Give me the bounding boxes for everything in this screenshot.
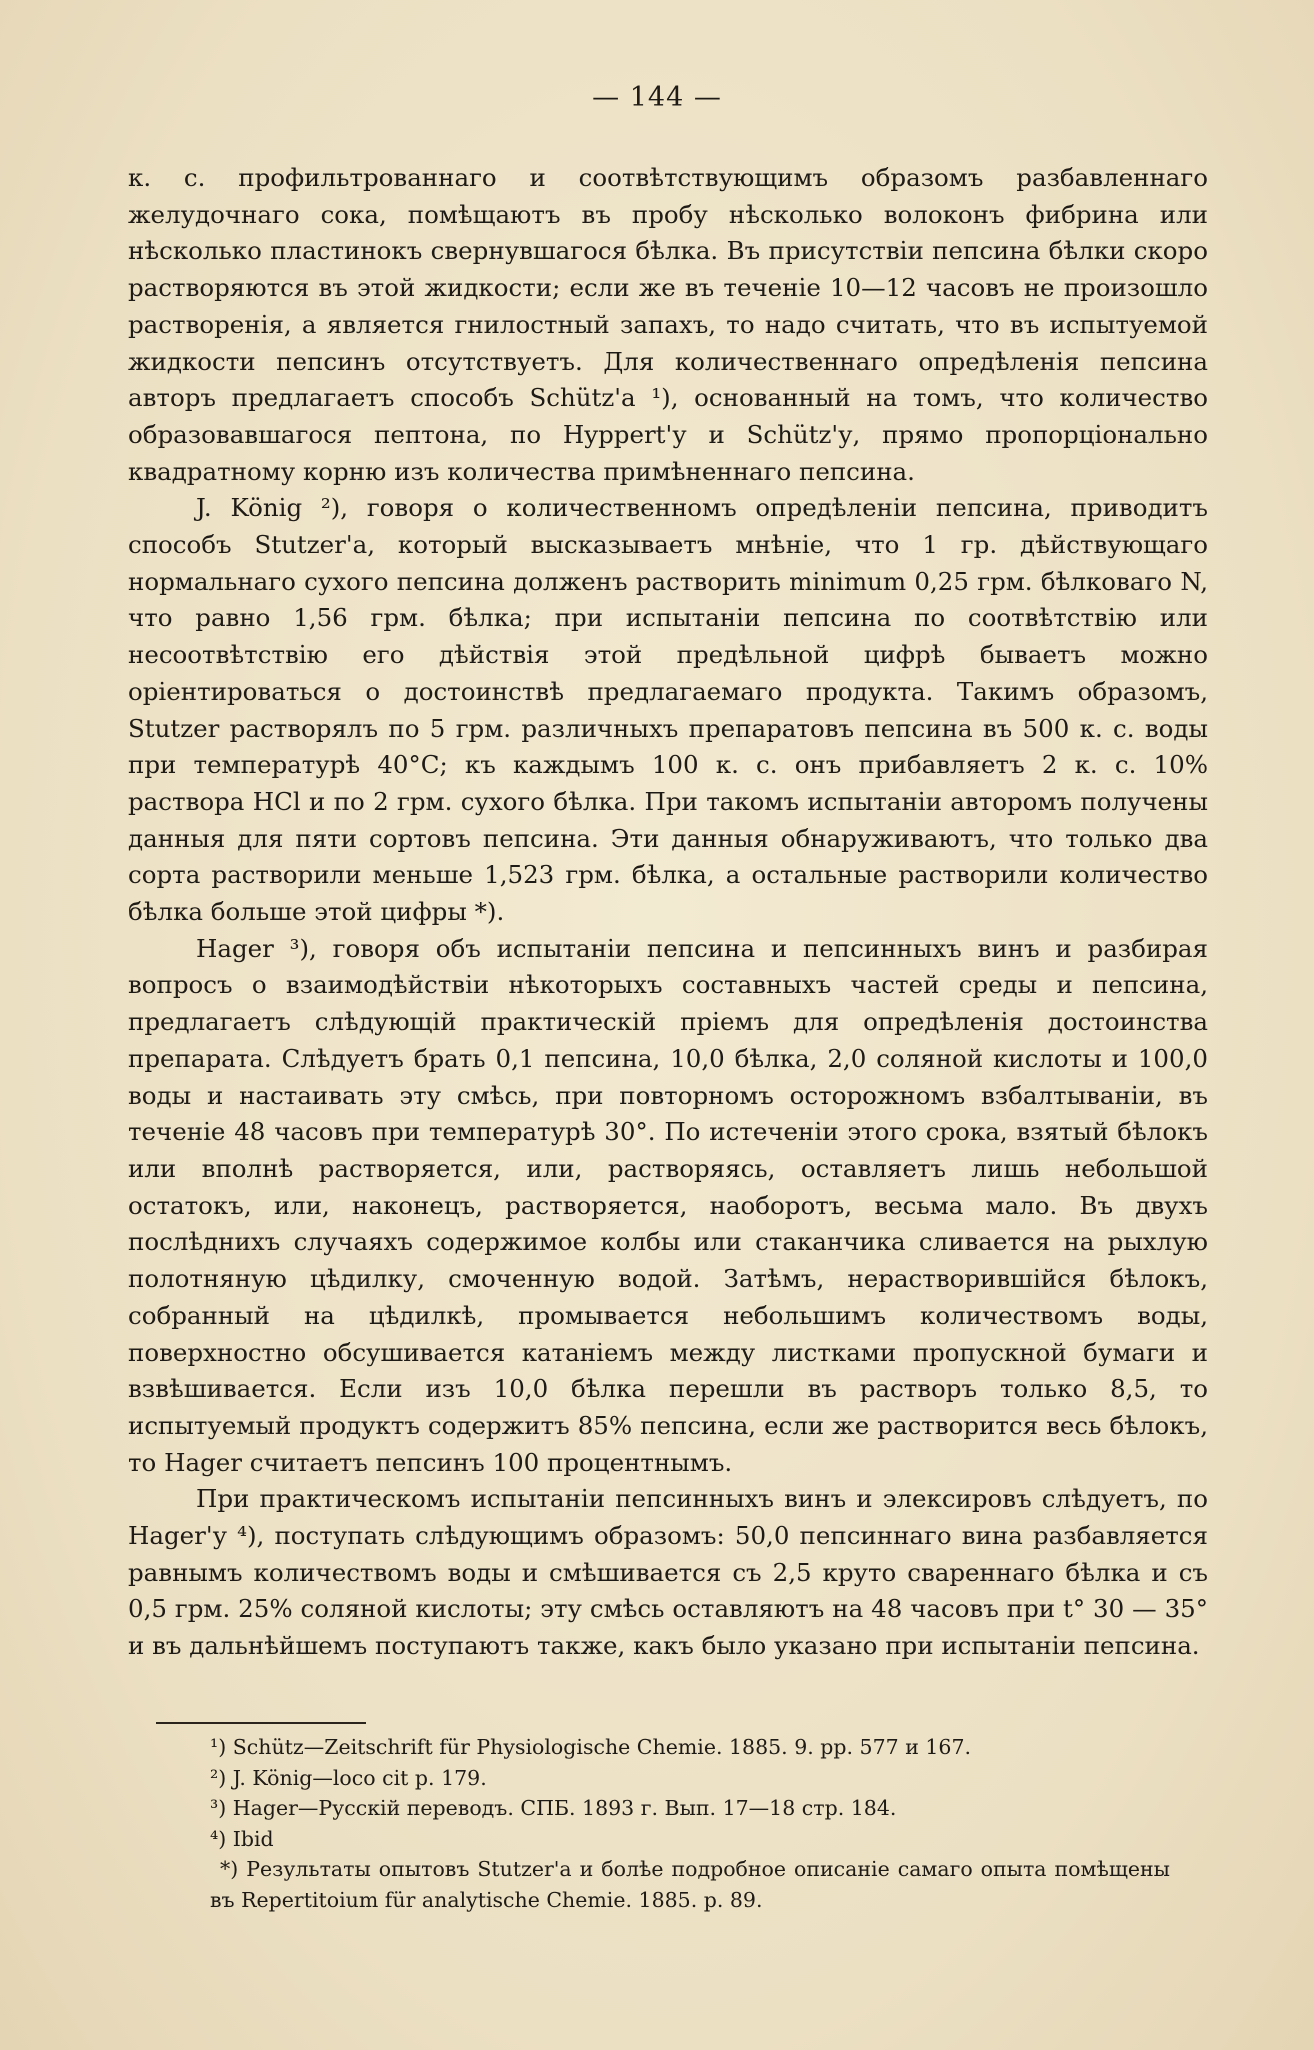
page-number: — 144 —	[592, 82, 722, 113]
footnote-1: ¹) Schütz—Zeitschrift für Physiologische Chemie. 1885. 9. pp. 577 и 167.	[210, 1735, 972, 1759]
footnote-divider	[156, 1722, 366, 1724]
paragraph-4: При практическомъ испытаніи пепсинныхъ винъ и элексировъ слѣдуетъ, по Hager'у ⁴), поступать слѣдующимъ образомъ: 50,0 пепсиннаго вина разбавляется равнымъ количествомъ воды и смѣшивается съ 2,5 круто свареннаго бѣлка и съ 0,5 грм. 25% соляной кислоты; эту смѣсь оставляютъ на 48 часовъ при t° 30 — 35° и въ дальнѣйшемъ поступаютъ также, какъ было указано при испытаніи пепсина.	[128, 1484, 1208, 1661]
body-text	[128, 160, 1208, 1665]
paragraph-1: к. с. профильтрованнаго и соотвѣтствующимъ образомъ разбавленнаго желудочнаго сока, помѣщаютъ въ пробу нѣсколько волоконъ фибрина или нѣсколько пластинокъ свернувшагося бѣлка. Въ присутствіи пепсина бѣлки скоро растворяются въ этой жидкости; если же въ теченіе 10—12 часовъ не произошло растворенія, а является гнилостный запахъ, то надо считать, что въ испытуемой жидкости пепсинъ отсутствуетъ. Для количественнаго опредѣленія пепсина авторъ предлагаетъ способъ Schütz'а ¹), основанный на томъ, что количество образовавшагося пептона, по Hyppert'у и Schütz'у, прямо пропорціонально квадратному корню изъ количества примѣненнаго пепсина.	[128, 163, 1208, 486]
footnote-4: ⁴) Ibid	[210, 1826, 274, 1851]
footnote-2: ²) J. König—loco cit p. 179.	[210, 1765, 487, 1790]
paragraph-2: J. König ²), говоря о количественномъ опредѣленіи пепсина, приводитъ способъ Stutzer'а, который высказываетъ мнѣніе, что 1 гр. дѣйствующаго нормальнаго сухого пепсина долженъ растворить minimum 0,25 грм. бѣлковаго N, что равно 1,56 грм. бѣлка; при испытаніи пепсина по соотвѣтствію или несоотвѣтствію его дѣйствія этой предѣльной цифрѣ бываетъ можно оріентироваться о достоинствѣ предлагаемаго продукта. Такимъ образомъ, Stutzer растворялъ по 5 грм. различныхъ препаратовъ пепсина въ 500 к. с. воды при температурѣ 40°С; къ каждымъ 100 к. с. онъ прибавляетъ 2 к. с. 10% раствора НСl и по 2 грм. сухого бѣлка. При такомъ испытаніи авторомъ получены данныя для пяти сортовъ пепсина. Эти данныя обнаруживаютъ, что только два сорта растворили меньше 1,523 грм. бѣлка, а остальные растворили количество бѣлка больше этой цифры *).	[128, 493, 1208, 927]
paragraph-3: Hager ³), говоря объ испытаніи пепсина и пепсинныхъ винъ и разбирая вопросъ о взаимодѣйствіи нѣкоторыхъ составныхъ частей среды и пепсина, предлагаетъ слѣдующій практическій пріемъ для опредѣленія достоинства препарата. Слѣдуетъ брать 0,1 пепсина, 10,0 бѣлка, 2,0 соляной кислоты и 100,0 воды и настаивать эту смѣсь, при повторномъ осторожномъ взбалтываніи, въ теченіе 48 часовъ при температурѣ 30°. По истеченіи этого срока, взятый бѣлокъ или вполнѣ растворяется, или, растворяясь, оставляетъ лишь небольшой остатокъ, или, наконецъ, растворяется, наоборотъ, весьма мало. Въ двухъ послѣднихъ случаяхъ содержимое колбы или стаканчика сливается на рыхлую полотняную цѣдилку, смоченную водой. Затѣмъ, нерастворившійся бѣлокъ, собранный на цѣдилкѣ, промывается небольшимъ количествомъ воды, поверхностно обсушивается катаніемъ между листками пропускной бумаги и взвѣшивается. Если изъ 10,0 бѣлка перешли въ растворъ только 8,5, то испытуемый продуктъ содержитъ 85% пепсина, если же растворится весь бѣлокъ, то Hager считаетъ пепсинъ 100 процентнымъ.	[128, 933, 1208, 1477]
footnotes	[210, 1732, 1170, 1915]
footnote-3: ³) Hager—Русскій переводъ. СПБ. 1893 г. Вып. 17—18 стр. 184.	[210, 1796, 897, 1820]
footnote-star: *) Результаты опытовъ Stutzer'а и болѣе подробное описаніе самаго опыта помѣщены въ Repertitoium für analytische Chemie. 1885. p. 89.	[210, 1857, 1170, 1912]
